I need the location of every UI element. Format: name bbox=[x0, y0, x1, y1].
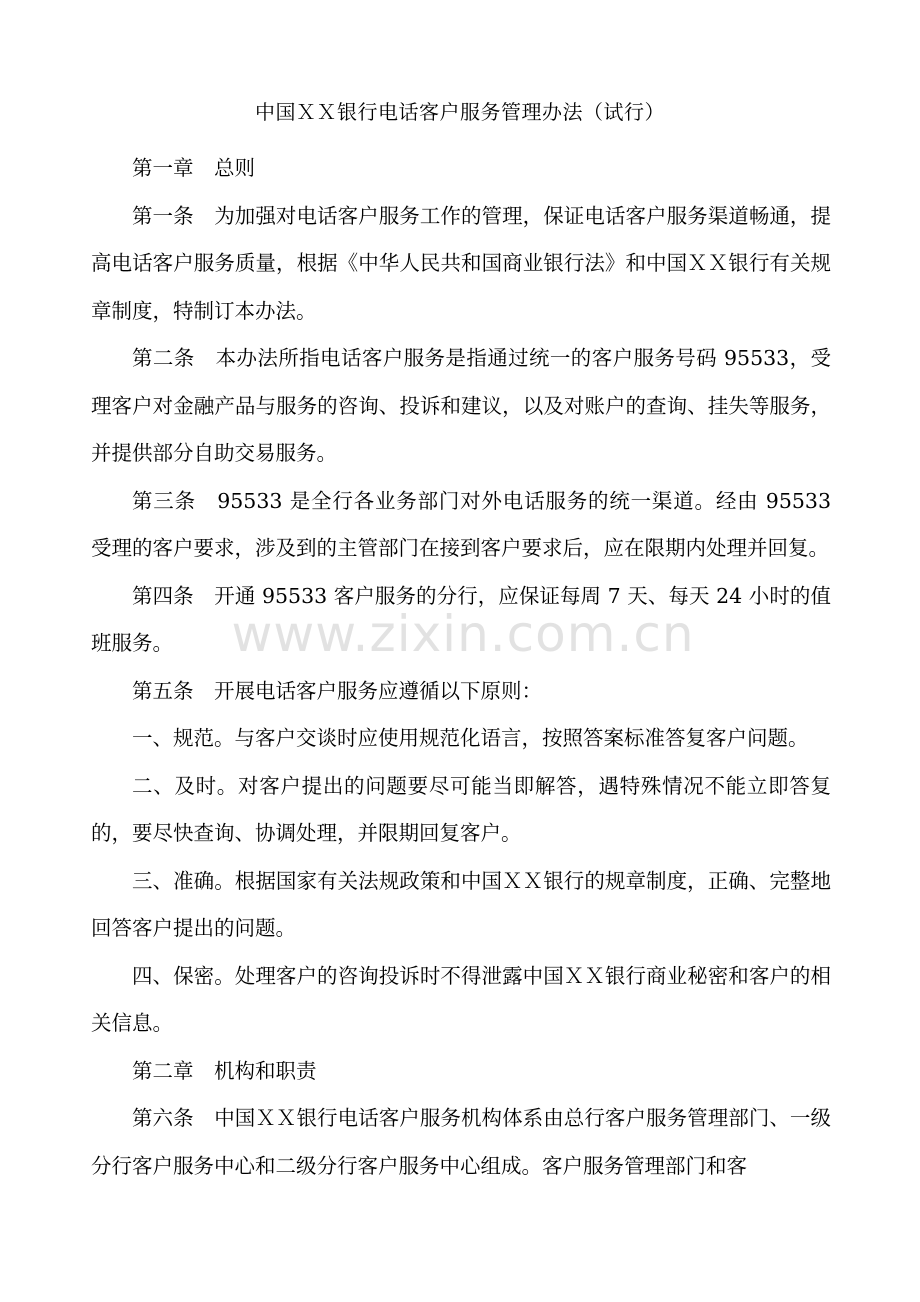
document-body bbox=[91, 145, 831, 1190]
article-paragraph: 第三条 95533 是全行各业务部门对外电话服务的统一渠道。经由 95533 受理的客户要求，涉及到的主管部门在接到客户要求后，应在限期内处理并回复。 bbox=[91, 488, 831, 560]
article-paragraph: 第四条 开通 95533 客户服务的分行，应保证每周 7 天、每天 24 小时的值班服务。 bbox=[91, 583, 831, 655]
principle-paragraph: 三、准确。根据国家有关法规政策和中国ＸＸ银行的规章制度，正确、完整地回答客户提出的问题。 bbox=[91, 868, 831, 940]
article-paragraph: 第二条 本办法所指电话客户服务是指通过统一的客户服务号码 95533，受理客户对金融产品与服务的咨询、投诉和建议，以及对账户的查询、挂失等服务，并提供部分自助交易服务。 bbox=[91, 346, 831, 465]
principle-paragraph: 四、保密。处理客户的咨询投诉时不得泄露中国ＸＸ银行商业秘密和客户的相关信息。 bbox=[91, 963, 831, 1035]
chapter-heading: 第二章 机构和职责 bbox=[132, 1058, 317, 1083]
article-paragraph: 第六条 中国ＸＸ银行电话客户服务机构体系由总行客户服务管理部门、一级分行客户服务中心和二级分行客户服务中心组成。客户服务管理部门和客 bbox=[91, 1106, 831, 1178]
principle-paragraph: 二、及时。对客户提出的问题要尽可能当即解答，遇特殊情况不能立即答复的，要尽快查询、协调处理，并限期回复客户。 bbox=[91, 773, 831, 845]
chapter-heading: 第一章 总则 bbox=[132, 156, 255, 180]
principle-paragraph: 一、规范。与客户交谈时应使用规范化语言，按照答案标准答复客户问题。 bbox=[132, 726, 809, 750]
article-paragraph: 第五条 开展电话客户服务应遵循以下原则： bbox=[132, 678, 542, 703]
article-paragraph: 第一条 为加强对电话客户服务工作的管理，保证电话客户服务渠道畅通，提高电话客户服务质量，根据《中华人民共和国商业银行法》和中国ＸＸ银行有关规章制度，特制订本办法。 bbox=[91, 203, 831, 323]
document-title: 中国ＸＸ银行电话客户服务管理办法（试行） bbox=[255, 100, 665, 124]
watermark: www.zixin.com.cn bbox=[231, 605, 695, 663]
